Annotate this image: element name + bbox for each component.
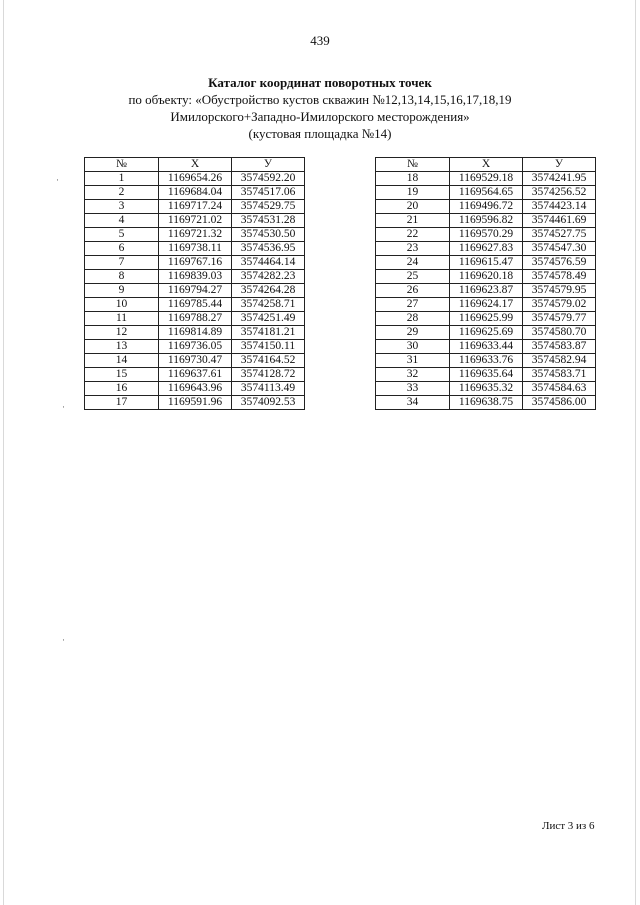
table-row <box>85 228 305 242</box>
cell-point-number: 23 <box>376 242 450 256</box>
cell-point-number: 1 <box>85 172 159 186</box>
table-header-row <box>85 158 305 172</box>
table-row <box>376 284 596 298</box>
cell-point-number: 29 <box>376 326 450 340</box>
cell-x: 1169643.96 <box>159 382 232 396</box>
table-row <box>85 368 305 382</box>
table-header-row <box>376 158 596 172</box>
table-row <box>376 298 596 312</box>
table-row <box>376 326 596 340</box>
table-row <box>376 368 596 382</box>
cell-point-number: 33 <box>376 382 450 396</box>
cell-y: 3574241.95 <box>523 172 596 186</box>
cell-point-number: 8 <box>85 270 159 284</box>
cell-x: 1169615.47 <box>450 256 523 270</box>
cell-x: 1169633.76 <box>450 354 523 368</box>
cell-y: 3574579.77 <box>523 312 596 326</box>
header-point-number: № <box>376 158 450 172</box>
table-row <box>376 396 596 410</box>
cell-y: 3574128.72 <box>232 368 305 382</box>
cell-x: 1169627.83 <box>450 242 523 256</box>
cell-y: 3574529.75 <box>232 200 305 214</box>
cell-point-number: 15 <box>85 368 159 382</box>
cell-y: 3574251.49 <box>232 312 305 326</box>
cell-y: 3574150.11 <box>232 340 305 354</box>
table-row <box>85 340 305 354</box>
table-row <box>85 186 305 200</box>
table-row <box>85 270 305 284</box>
cell-point-number: 24 <box>376 256 450 270</box>
cell-x: 1169564.65 <box>450 186 523 200</box>
cell-point-number: 3 <box>85 200 159 214</box>
scan-mark: · <box>56 175 59 185</box>
header-y: У <box>232 158 305 172</box>
cell-x: 1169788.27 <box>159 312 232 326</box>
cell-point-number: 13 <box>85 340 159 354</box>
cell-point-number: 2 <box>85 186 159 200</box>
cell-point-number: 10 <box>85 298 159 312</box>
cell-x: 1169596.82 <box>450 214 523 228</box>
cell-point-number: 4 <box>85 214 159 228</box>
coordinates-table-left <box>84 157 305 410</box>
cell-y: 3574576.59 <box>523 256 596 270</box>
cell-point-number: 34 <box>376 396 450 410</box>
cell-x: 1169839.03 <box>159 270 232 284</box>
cell-x: 1169767.16 <box>159 256 232 270</box>
cell-x: 1169638.75 <box>450 396 523 410</box>
cell-y: 3574578.49 <box>523 270 596 284</box>
coordinates-table-right <box>375 157 596 410</box>
cell-x: 1169730.47 <box>159 354 232 368</box>
cell-y: 3574423.14 <box>523 200 596 214</box>
cell-x: 1169738.11 <box>159 242 232 256</box>
cell-y: 3574517.06 <box>232 186 305 200</box>
cell-y: 3574536.95 <box>232 242 305 256</box>
cell-y: 3574579.02 <box>523 298 596 312</box>
title-heading: Каталог координат поворотных точек <box>208 75 432 90</box>
cell-x: 1169721.02 <box>159 214 232 228</box>
cell-x: 1169633.44 <box>450 340 523 354</box>
header-y: У <box>523 158 596 172</box>
cell-x: 1169635.64 <box>450 368 523 382</box>
table-row <box>376 228 596 242</box>
table-row <box>376 186 596 200</box>
cell-y: 3574181.21 <box>232 326 305 340</box>
cell-y: 3574583.87 <box>523 340 596 354</box>
cell-point-number: 32 <box>376 368 450 382</box>
cell-x: 1169591.96 <box>159 396 232 410</box>
cell-y: 3574264.28 <box>232 284 305 298</box>
cell-y: 3574164.52 <box>232 354 305 368</box>
table-row <box>85 256 305 270</box>
cell-point-number: 14 <box>85 354 159 368</box>
cell-y: 3574583.71 <box>523 368 596 382</box>
scan-mark: · <box>62 402 65 412</box>
cell-x: 1169654.26 <box>159 172 232 186</box>
cell-point-number: 12 <box>85 326 159 340</box>
title-field-line: Имилорского+Западно-Имилорского месторождения» <box>170 109 470 124</box>
sheet-footer: Лист 3 из 6 <box>542 820 595 832</box>
cell-x: 1169637.61 <box>159 368 232 382</box>
cell-y: 3574586.00 <box>523 396 596 410</box>
table-row <box>85 214 305 228</box>
cell-x: 1169721.32 <box>159 228 232 242</box>
table-row <box>85 326 305 340</box>
cell-x: 1169529.18 <box>450 172 523 186</box>
cell-y: 3574580.70 <box>523 326 596 340</box>
cell-point-number: 26 <box>376 284 450 298</box>
cell-y: 3574258.71 <box>232 298 305 312</box>
cell-x: 1169623.87 <box>450 284 523 298</box>
cell-y: 3574461.69 <box>523 214 596 228</box>
cell-y: 3574592.20 <box>232 172 305 186</box>
document-title <box>0 74 640 142</box>
cell-y: 3574547.30 <box>523 242 596 256</box>
table-row <box>85 242 305 256</box>
header-x: X <box>159 158 232 172</box>
table-row <box>376 382 596 396</box>
cell-y: 3574530.50 <box>232 228 305 242</box>
cell-y: 3574527.75 <box>523 228 596 242</box>
cell-x: 1169625.69 <box>450 326 523 340</box>
table-row <box>376 256 596 270</box>
cell-x: 1169570.29 <box>450 228 523 242</box>
title-pad-line: (кустовая площадка №14) <box>248 126 392 141</box>
table-row <box>376 354 596 368</box>
cell-x: 1169717.24 <box>159 200 232 214</box>
cell-point-number: 27 <box>376 298 450 312</box>
cell-x: 1169794.27 <box>159 284 232 298</box>
table-row <box>376 214 596 228</box>
cell-point-number: 22 <box>376 228 450 242</box>
cell-y: 3574092.53 <box>232 396 305 410</box>
cell-y: 3574113.49 <box>232 382 305 396</box>
table-row <box>85 298 305 312</box>
table-row <box>376 270 596 284</box>
header-point-number: № <box>85 158 159 172</box>
table-row <box>85 354 305 368</box>
scan-mark: · <box>62 635 65 645</box>
table-row <box>85 382 305 396</box>
cell-y: 3574464.14 <box>232 256 305 270</box>
table-row <box>376 340 596 354</box>
cell-point-number: 25 <box>376 270 450 284</box>
cell-point-number: 7 <box>85 256 159 270</box>
cell-x: 1169620.18 <box>450 270 523 284</box>
cell-point-number: 20 <box>376 200 450 214</box>
cell-x: 1169635.32 <box>450 382 523 396</box>
cell-point-number: 16 <box>85 382 159 396</box>
cell-y: 3574256.52 <box>523 186 596 200</box>
cell-y: 3574282.23 <box>232 270 305 284</box>
table-row <box>85 396 305 410</box>
cell-y: 3574579.95 <box>523 284 596 298</box>
table-row <box>85 200 305 214</box>
table-row <box>85 312 305 326</box>
cell-y: 3574584.63 <box>523 382 596 396</box>
cell-point-number: 5 <box>85 228 159 242</box>
cell-x: 1169496.72 <box>450 200 523 214</box>
table-row <box>376 200 596 214</box>
cell-point-number: 31 <box>376 354 450 368</box>
cell-point-number: 30 <box>376 340 450 354</box>
cell-point-number: 19 <box>376 186 450 200</box>
cell-x: 1169736.05 <box>159 340 232 354</box>
cell-x: 1169624.17 <box>450 298 523 312</box>
cell-point-number: 11 <box>85 312 159 326</box>
header-x: X <box>450 158 523 172</box>
cell-point-number: 28 <box>376 312 450 326</box>
cell-point-number: 21 <box>376 214 450 228</box>
table-row <box>376 312 596 326</box>
cell-x: 1169625.99 <box>450 312 523 326</box>
page-number: 439 <box>310 33 330 48</box>
title-object-line: по объекту: «Обустройство кустов скважин №12,13,14,15,16,17,18,19 <box>128 92 512 107</box>
cell-x: 1169785.44 <box>159 298 232 312</box>
table-row <box>85 284 305 298</box>
cell-point-number: 9 <box>85 284 159 298</box>
table-row <box>376 172 596 186</box>
cell-y: 3574582.94 <box>523 354 596 368</box>
table-row <box>85 172 305 186</box>
cell-point-number: 6 <box>85 242 159 256</box>
cell-point-number: 18 <box>376 172 450 186</box>
cell-x: 1169814.89 <box>159 326 232 340</box>
cell-point-number: 17 <box>85 396 159 410</box>
cell-y: 3574531.28 <box>232 214 305 228</box>
cell-x: 1169684.04 <box>159 186 232 200</box>
table-row <box>376 242 596 256</box>
